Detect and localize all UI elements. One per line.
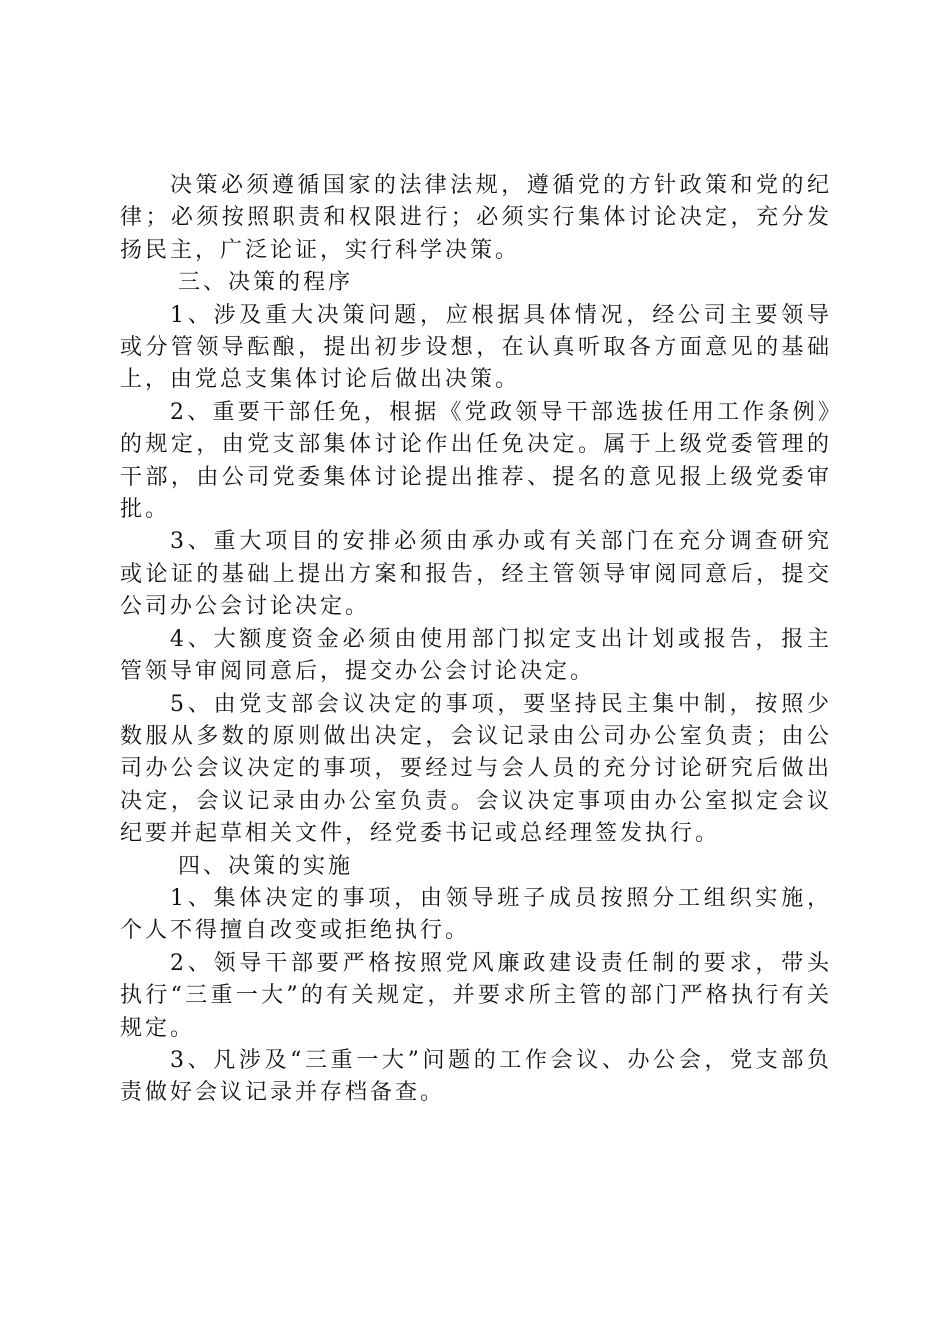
section-heading-implementation: 四、决策的实施 [178, 853, 354, 879]
paragraph-procedure-3: 3、重大项目的安排必须由承办或有关部门在充分调查研究或论证的基础上提出方案和报告，经主管领导审阅同意后，提交公司办公会讨论决定。 [120, 529, 832, 620]
paragraph-implementation-1: 1、集体决定的事项，由领导班子成员按照分工组织实施，个人不得擅自改变或拒绝执行。 [120, 885, 832, 944]
paragraph-procedure-4: 4、大额度资金必须由使用部门拟定支出计划或报告，报主管领导审阅同意后，提交办公会讨论决定。 [120, 626, 832, 685]
paragraph-implementation-3: 3、凡涉及“三重一大”问题的工作会议、办公会，党支部负责做好会议记录并存档备查。 [120, 1047, 832, 1106]
paragraph-procedure-5: 5、由党支部会议决定的事项，要坚持民主集中制，按照少数服从多数的原则做出决定，会议记录由公司办公室负责；由公司办公会议决定的事项，要经过与会人员的充分讨论研究后做出决定，会议记录由办公室负责。会议决定事项由办公室拟定会议纪要并起草相关文件，经党委书记或总经理签发执行。 [120, 691, 832, 847]
paragraph-procedure-1: 1、涉及重大决策问题，应根据具体情况，经公司主要领导或分管领导酝酿，提出初步设想，在认真听取各方面意见的基础上，由党总支集体讨论后做出决策。 [120, 302, 832, 393]
document-body [120, 170, 832, 1110]
paragraph-implementation-2: 2、领导干部要严格按照党风廉政建设责任制的要求，带头执行“三重一大”的有关规定，并要求所主管的部门严格执行有关规定。 [120, 950, 832, 1041]
paragraph-principles: 决策必须遵循国家的法律法规，遵循党的方针政策和党的纪律；必须按照职责和权限进行；必须实行集体讨论决定，充分发扬民主，广泛论证，实行科学决策。 [120, 173, 832, 263]
paragraph-procedure-2: 2、重要干部任免，根据《党政领导干部选拔任用工作条例》的规定，由党支部集体讨论作出任免决定。属于上级党委管理的干部，由公司党委集体讨论提出推荐、提名的意见报上级党委审批。 [120, 399, 832, 523]
section-heading-procedure: 三、决策的程序 [178, 270, 354, 296]
